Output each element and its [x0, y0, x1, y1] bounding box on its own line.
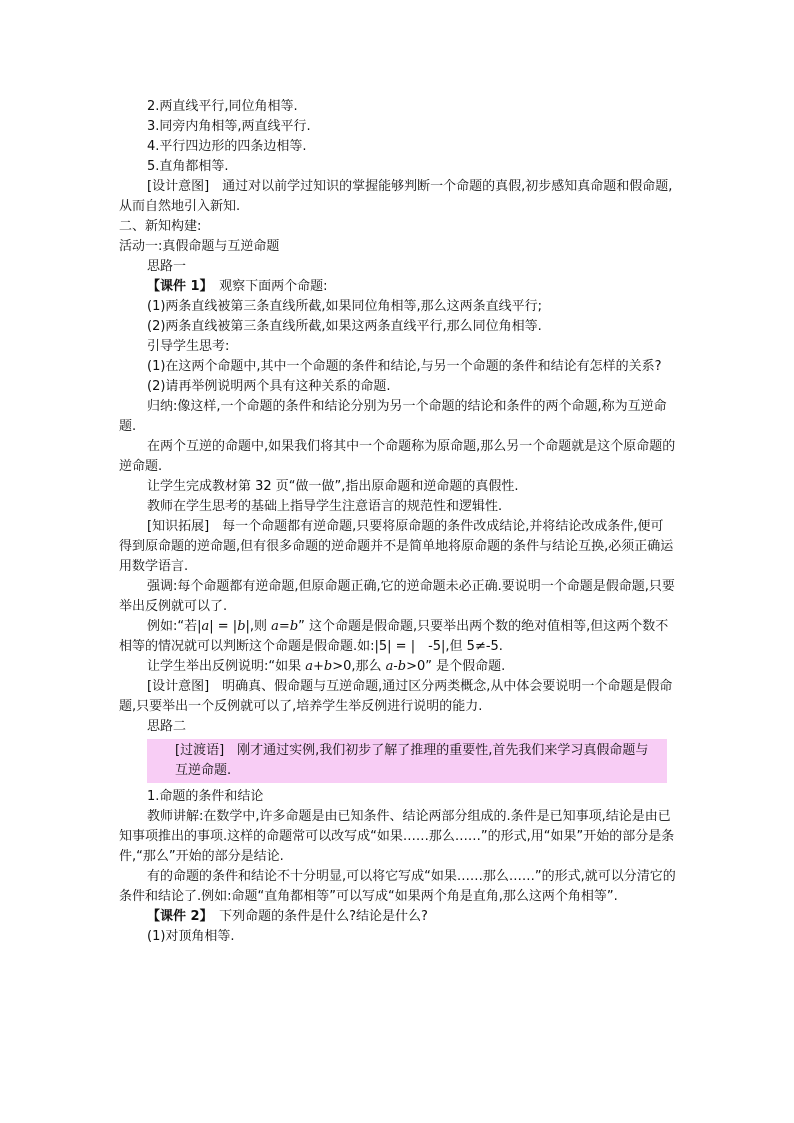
question-paragraph: (1)在这两个命题中,其中一个命题的条件和结论,与另一个命题的条件和结论有怎样的关系?: [147, 359, 662, 374]
text-line: 让学生完成教材第 32 页“做一做”,指出原命题和逆命题的真假性.: [147, 479, 519, 494]
text-line: 4.平行四边形的四条边相等.: [147, 139, 307, 154]
text-span: 让学生举出反例说明:“如果: [147, 659, 306, 674]
math-var: b: [237, 619, 246, 634]
text-span: >0” 是个假命题.: [406, 659, 506, 674]
subheading: 1.命题的条件和结论: [147, 789, 264, 804]
text-span: 例如:“若|: [147, 619, 202, 634]
transition-highlight-box: [过渡语] 刚才通过实例,我们初步了解了推理的重要性,首先我们来学习真假命题与互逆命题.: [147, 739, 667, 783]
emphasis-paragraph: 强调:每个命题都有逆命题,但原命题正确,它的逆命题未必正确.要说明一个命题是假命题,只要举出反例就可以了.: [119, 579, 675, 614]
courseware-text: 下列命题的条件是什么?结论是什么?: [206, 909, 428, 924]
courseware-text: 观察下面两个命题:: [206, 279, 328, 294]
text-line: 5.直角都相等.: [147, 159, 229, 174]
math-var: a: [201, 619, 210, 634]
counterexample-line: [119, 657, 676, 677]
knowledge-extension-paragraph: [知识拓展] 每一个命题都有逆命题,只要将原命题的条件改成结论,并将结论改成条件,便可得到原命题的逆命题,但有很多命题的逆命题并不是简单地将原命题的条件与结论互换,必须正确运用数学语言.: [119, 519, 674, 574]
document-page: [119, 97, 676, 947]
design-intent-paragraph: [设计意图] 通过对以前学过知识的掌握能够判断一个命题的真假,初步感知真命题和假命题,从而自然地引入新知.: [119, 179, 673, 214]
text-paragraph: 有的命题的条件和结论不十分明显,可以将它写成“如果……那么……”的形式,就可以分清它的条件和结论了.例如:命题“直角都相等”可以写成“如果两个角是直角,那么这两个角相等”.: [119, 869, 676, 904]
text-line: 教师在学生思考的基础上指导学生注意语言的规范性和逻辑性.: [147, 499, 503, 514]
courseware-line: [119, 277, 676, 297]
approach-heading: 思路二: [147, 719, 187, 734]
text-line: (1)两条直线被第三条直线所截,如果同位角相等,那么这两条直线平行;: [147, 299, 543, 314]
text-line: (2)两条直线被第三条直线所截,如果这两条直线平行,那么同位角相等.: [147, 319, 542, 334]
courseware-label: 【课件 1】: [147, 279, 207, 294]
text-line: 2.两直线平行,同位角相等.: [147, 99, 298, 114]
math-expr: a=b: [271, 619, 299, 634]
section-heading: 二、新知构建:: [119, 219, 202, 234]
text-span: |,则: [245, 619, 272, 634]
teacher-explanation-paragraph: 教师讲解:在数学中,许多命题是由已知条件、结论两部分组成的.条件是已知事项,结论是由已知事项推出的事项.这样的命题常可以改写成“如果……那么……”的形式,用“如果”开始的部分是条件,“那么”开始的部分是结论.: [119, 809, 675, 864]
math-expr: a+b: [305, 659, 333, 674]
summary-paragraph: 归纳:像这样,一个命题的条件和结论分别为另一个命题的结论和条件的两个命题,称为互逆命题.: [119, 399, 667, 434]
text-span: | = |: [209, 619, 238, 634]
text-line: (2)请再举例说明两个具有这种关系的命题.: [147, 379, 391, 394]
math-expr: a-b: [385, 659, 407, 674]
text-line: (1)对顶角相等.: [147, 929, 235, 944]
text-span: >0,那么: [332, 659, 386, 674]
activity-heading: 活动一:真假命题与互逆命题: [119, 239, 280, 254]
text-line: 引导学生思考:: [147, 339, 230, 354]
courseware-line: [119, 907, 676, 927]
courseware-label: 【课件 2】: [147, 909, 207, 924]
text-span: ” 这个命题是假命题,只要举出两个数的绝对值相等,但这两个数不相等的情况就可以判断这个命题是假命题.如:|5| = | -5|,但 5≠-5.: [119, 619, 669, 654]
approach-heading: 思路一: [147, 259, 187, 274]
example-paragraph: [119, 617, 676, 657]
text-line: 3.同旁内角相等,两直线平行.: [147, 119, 311, 134]
text-paragraph: 在两个互逆的命题中,如果我们将其中一个命题称为原命题,那么另一个命题就是这个原命题的逆命题.: [119, 439, 676, 474]
design-intent-paragraph: [设计意图] 明确真、假命题与互逆命题,通过区分两类概念,从中体会要说明一个命题是假命题,只要举出一个反例就可以了,培养学生举反例进行说明的能力.: [119, 679, 673, 714]
